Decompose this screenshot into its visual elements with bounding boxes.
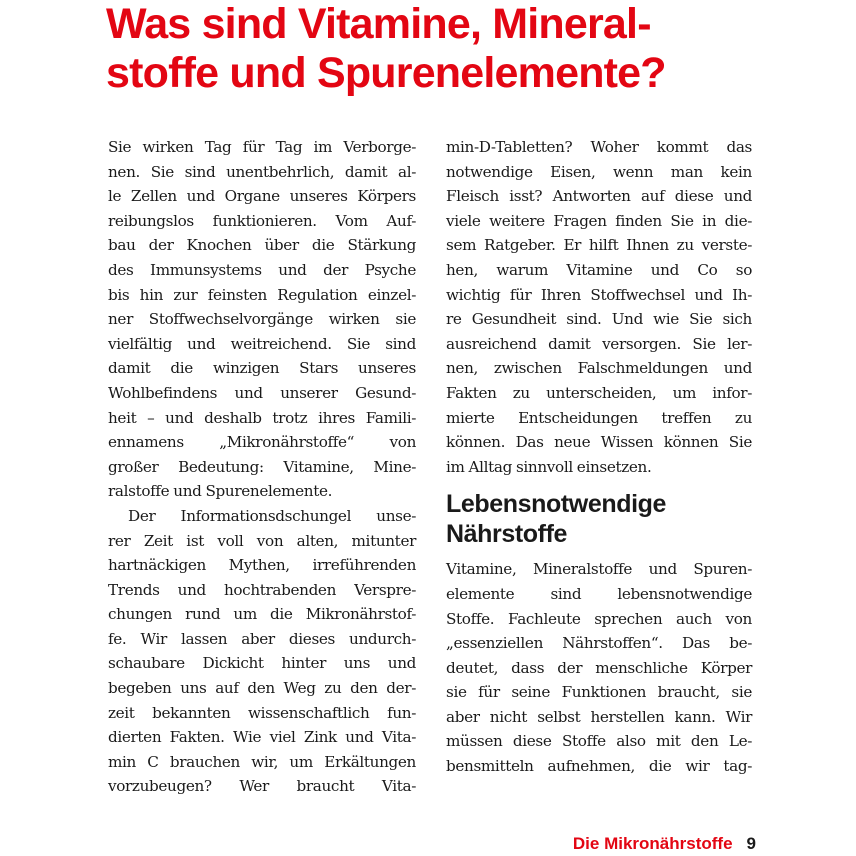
headline-line-2: stoffe und Spurenelemente? xyxy=(106,49,666,97)
text-line: deutet, dass der menschliche Körper xyxy=(446,658,752,677)
text-line: ausreichend damit versorgen. Sie ler- xyxy=(446,334,752,353)
text-line: zeit bekannten wissenschaftlich fun- xyxy=(108,703,416,722)
text-line: le Zellen und Organe unseres Körpers xyxy=(108,187,416,206)
text-line: min-D-Tabletten? Woher kommt das xyxy=(446,138,752,156)
right-paragraph-2 xyxy=(446,557,752,778)
text-line: begeben uns auf den Weg zu den der- xyxy=(108,679,416,698)
text-line: sem Ratgeber. Er hilft Ihnen zu verste- xyxy=(446,236,752,255)
text-line: Sie wirken Tag für Tag im Verborge- xyxy=(108,138,416,156)
right-paragraph-1 xyxy=(446,135,752,479)
section-subheading xyxy=(446,489,752,549)
text-line: großer Bedeutung: Vitamine, Mine- xyxy=(108,457,416,476)
text-line: mierte Entscheidungen treffen zu xyxy=(446,408,752,427)
text-line: viele weitere Fragen finden Sie in die- xyxy=(446,211,752,230)
text-line: wichtig für Ihren Stoffwechsel und Ih- xyxy=(446,285,752,304)
text-line: schaubare Dickicht hinter uns und xyxy=(108,654,416,673)
text-line: hen, warum Vitamine und Co so xyxy=(446,260,752,279)
text-line: Der Informationsdschungel unse- xyxy=(128,506,416,525)
subheading-line-1: Lebensnotwendige xyxy=(446,490,667,519)
text-line: „essenziellen Nährstoffen“. Das be- xyxy=(446,634,752,653)
headline-line-1: Was sind Vitamine, Mineral- xyxy=(106,0,651,48)
text-line: sie für seine Funktionen braucht, sie xyxy=(446,683,752,702)
left-paragraph-1 xyxy=(108,135,416,504)
text-line: ennamens „Mikronährstoffe“ von xyxy=(108,433,416,452)
text-line: reibungslos funktionieren. Vom Auf- xyxy=(108,211,416,230)
text-line: können. Das neue Wissen können Sie xyxy=(446,433,752,452)
text-line: chungen rund um die Mikronährstof- xyxy=(108,605,416,624)
text-line: bensmitteln aufnehmen, die wir tag- xyxy=(446,757,752,776)
text-line: hartnäckigen Mythen, irreführenden xyxy=(108,556,416,575)
text-line: im Alltag sinnvoll einsetzen. xyxy=(446,457,652,476)
text-line: heit – und deshalb trotz ihres Famili- xyxy=(108,408,416,427)
text-line: rer Zeit ist voll von alten, mitunter xyxy=(108,531,416,550)
left-column xyxy=(108,135,416,799)
left-paragraph-2 xyxy=(108,504,416,799)
text-line: nen. Sie sind unentbehrlich, damit al- xyxy=(108,162,416,181)
text-line: Stoffe. Fachleute sprechen auch von xyxy=(446,609,752,628)
text-line: notwendige Eisen, wenn man kein xyxy=(446,162,752,181)
page-headline xyxy=(106,0,826,98)
page-footer xyxy=(573,833,756,855)
text-line: müssen diese Stoffe also mit den Le- xyxy=(446,732,752,751)
text-line: Wohlbefindens und unserer Gesund- xyxy=(108,383,416,402)
text-line: Trends und hochtrabenden Verspre- xyxy=(108,580,416,599)
text-line: Fleisch isst? Antworten auf diese und xyxy=(446,187,752,206)
text-line: elemente sind lebensnotwendige xyxy=(446,584,752,603)
text-line: ner Stoffwechselvorgänge wirken sie xyxy=(108,310,416,329)
text-line: des Immunsystems und der Psyche xyxy=(108,260,416,279)
text-line: ralstoffe und Spurenelemente. xyxy=(108,482,333,501)
text-line: bis hin zur feinsten Regulation einzel- xyxy=(108,285,416,304)
text-line: min C brauchen wir, um Erkältungen xyxy=(108,752,416,771)
text-line: dierten Fakten. Wie viel Zink und Vita- xyxy=(108,728,416,747)
text-line: re Gesundheit sind. Und wie Sie sich xyxy=(446,310,752,329)
text-line: aber nicht selbst herstellen kann. Wir xyxy=(446,707,752,726)
footer-section-title: Die Mikronährstoffe xyxy=(572,834,733,853)
right-column xyxy=(446,135,752,779)
text-line: damit die winzigen Stars unseres xyxy=(108,359,416,378)
text-line: vielfältig und weitreichend. Sie sind xyxy=(108,334,416,353)
text-line: nen, zwischen Falschmeldungen und xyxy=(446,359,752,378)
text-line: Fakten zu unterscheiden, um infor- xyxy=(446,383,752,402)
text-line: Vitamine, Mineralstoffe und Spuren- xyxy=(446,560,752,579)
text-line: vorzubeugen? Wer braucht Vita- xyxy=(108,777,416,796)
text-line: bau der Knochen über die Stärkung xyxy=(108,236,416,255)
subheading-line-2: Nährstoffe xyxy=(446,520,568,549)
page-number: 9 xyxy=(746,834,756,853)
text-line: fe. Wir lassen aber dieses undurch- xyxy=(108,629,416,648)
